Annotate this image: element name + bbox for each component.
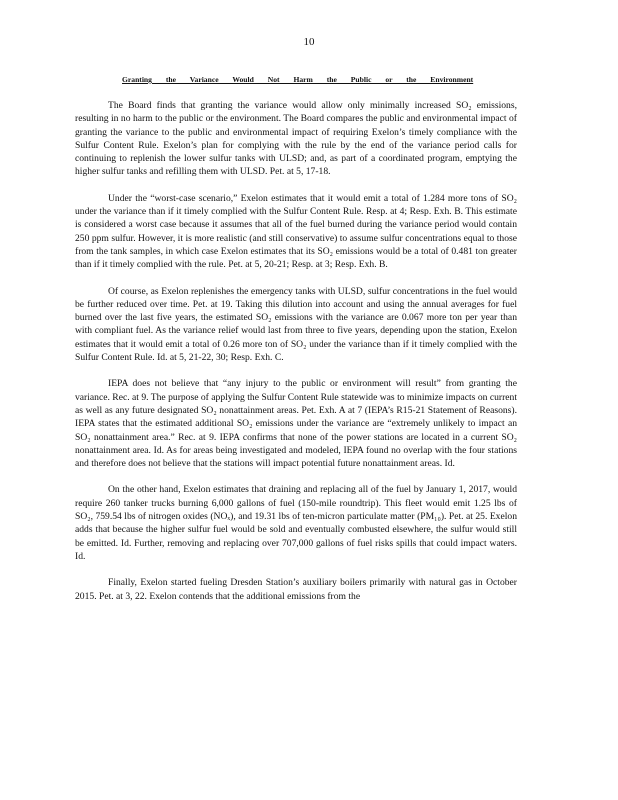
- section-heading: Granting the Variance Would Not Harm the Public or the Environment: [122, 75, 474, 84]
- body-text: [75, 99, 517, 616]
- paragraph-board-finding: The Board finds that granting the variance would allow only minimally increased SO₂ emissions, resulting in no harm to the public or the environment. The Board compares the public and environmental impact of granting the variance to the public and environmental impact of requiring Exelon’s timely compliance with the Sulfur Content Rule. Exelon’s plan for complying with the rule by the end of the variance period calls for continuing to replenish the lower sulfur tanks with ULSD; and, as part of a coordinated program, emptying the higher sulfur tanks and refilling them with ULSD. Pet. at 5, 17-18.: [75, 100, 517, 178]
- paragraph-draining: On the other hand, Exelon estimates that draining and replacing all of the fuel by January 1, 2017, would require 260 tanker trucks burning 6,000 gallons of fuel (150-mile roundtrip). This fleet would emit 1.25 lbs of SO₂, 759.54 lbs of nitrogen oxides (NOₓ), and 19.31 lbs of ten-micron particulate matter (PM₁₀). Pet. at 25. Exelon adds that because the higher sulfur fuel would be sold and eventually combusted elsewhere, the sulfur would still be emitted. Id. Further, removing and replacing over 707,000 gallons of fuel risks spills that could impact waters. Id.: [75, 484, 517, 562]
- paragraph-worst-case: Under the “worst-case scenario,” Exelon estimates that it would emit a total of 1.284 more tons of SO₂ under the variance than if it timely complied with the Sulfur Content Rule. Resp. at 4; Resp. Exh. B. This estimate is considered a worst case because it assumes that all of the fuel burned during the variance period would contain 250 ppm sulfur. However, it is more realistic (and still conservative) to assume sulfur concentrations equal to those from the tank samples, in which case Exelon estimates that its SO₂ emissions would be a total of 0.481 ton greater than if it timely complied with the rule. Pet. at 5, 20-21; Resp. at 3; Resp. Exh. B.: [75, 192, 517, 271]
- page-number: 10: [303, 36, 315, 48]
- paragraph-dresden: Finally, Exelon started fueling Dresden Station’s auxiliary boilers primarily with natural gas in October 2015. Pet. at 3, 22. Exelon contends that the additional emissions from the: [75, 577, 517, 602]
- paragraph-iepa: IEPA does not believe that “any injury to the public or environment will result” from granting the variance. Rec. at 9. The purpose of applying the Sulfur Content Rule statewide was to minimize impacts on current as well as any future designated SO₂ nonattainment areas. Pet. Exh. A at 7 (IEPA’s R15-21 Statement of Reasons). IEPA states that the estimated additional SO₂ emissions under the variance are “extremely unlikely to impact an SO₂ nonattainment area.” Rec. at 9. IEPA confirms that none of the power stations are located in a current SO₂ nonattainment area. Id. As for areas being investigated and modeled, IEPA found no overlap with the four stations and therefore does not believe that the stations will impact potential future nonattainment areas. Id.: [75, 378, 517, 470]
- paragraph-replenish: Of course, as Exelon replenishes the emergency tanks with ULSD, sulfur concentrations in the fuel would be further reduced over time. Pet. at 19. Taking this dilution into account and using the annual averages for fuel burned over the last five years, the estimated SO₂ emissions with the variance are 0.067 more ton per year than with compliant fuel. As the variance relief would last from three to five years, depending upon the station, Exelon estimates that it would emit a total of 0.26 more ton of SO₂ under the variance than if it timely complied with the Sulfur Content Rule. Id. at 5, 21-22, 30; Resp. Exh. C.: [75, 285, 517, 364]
